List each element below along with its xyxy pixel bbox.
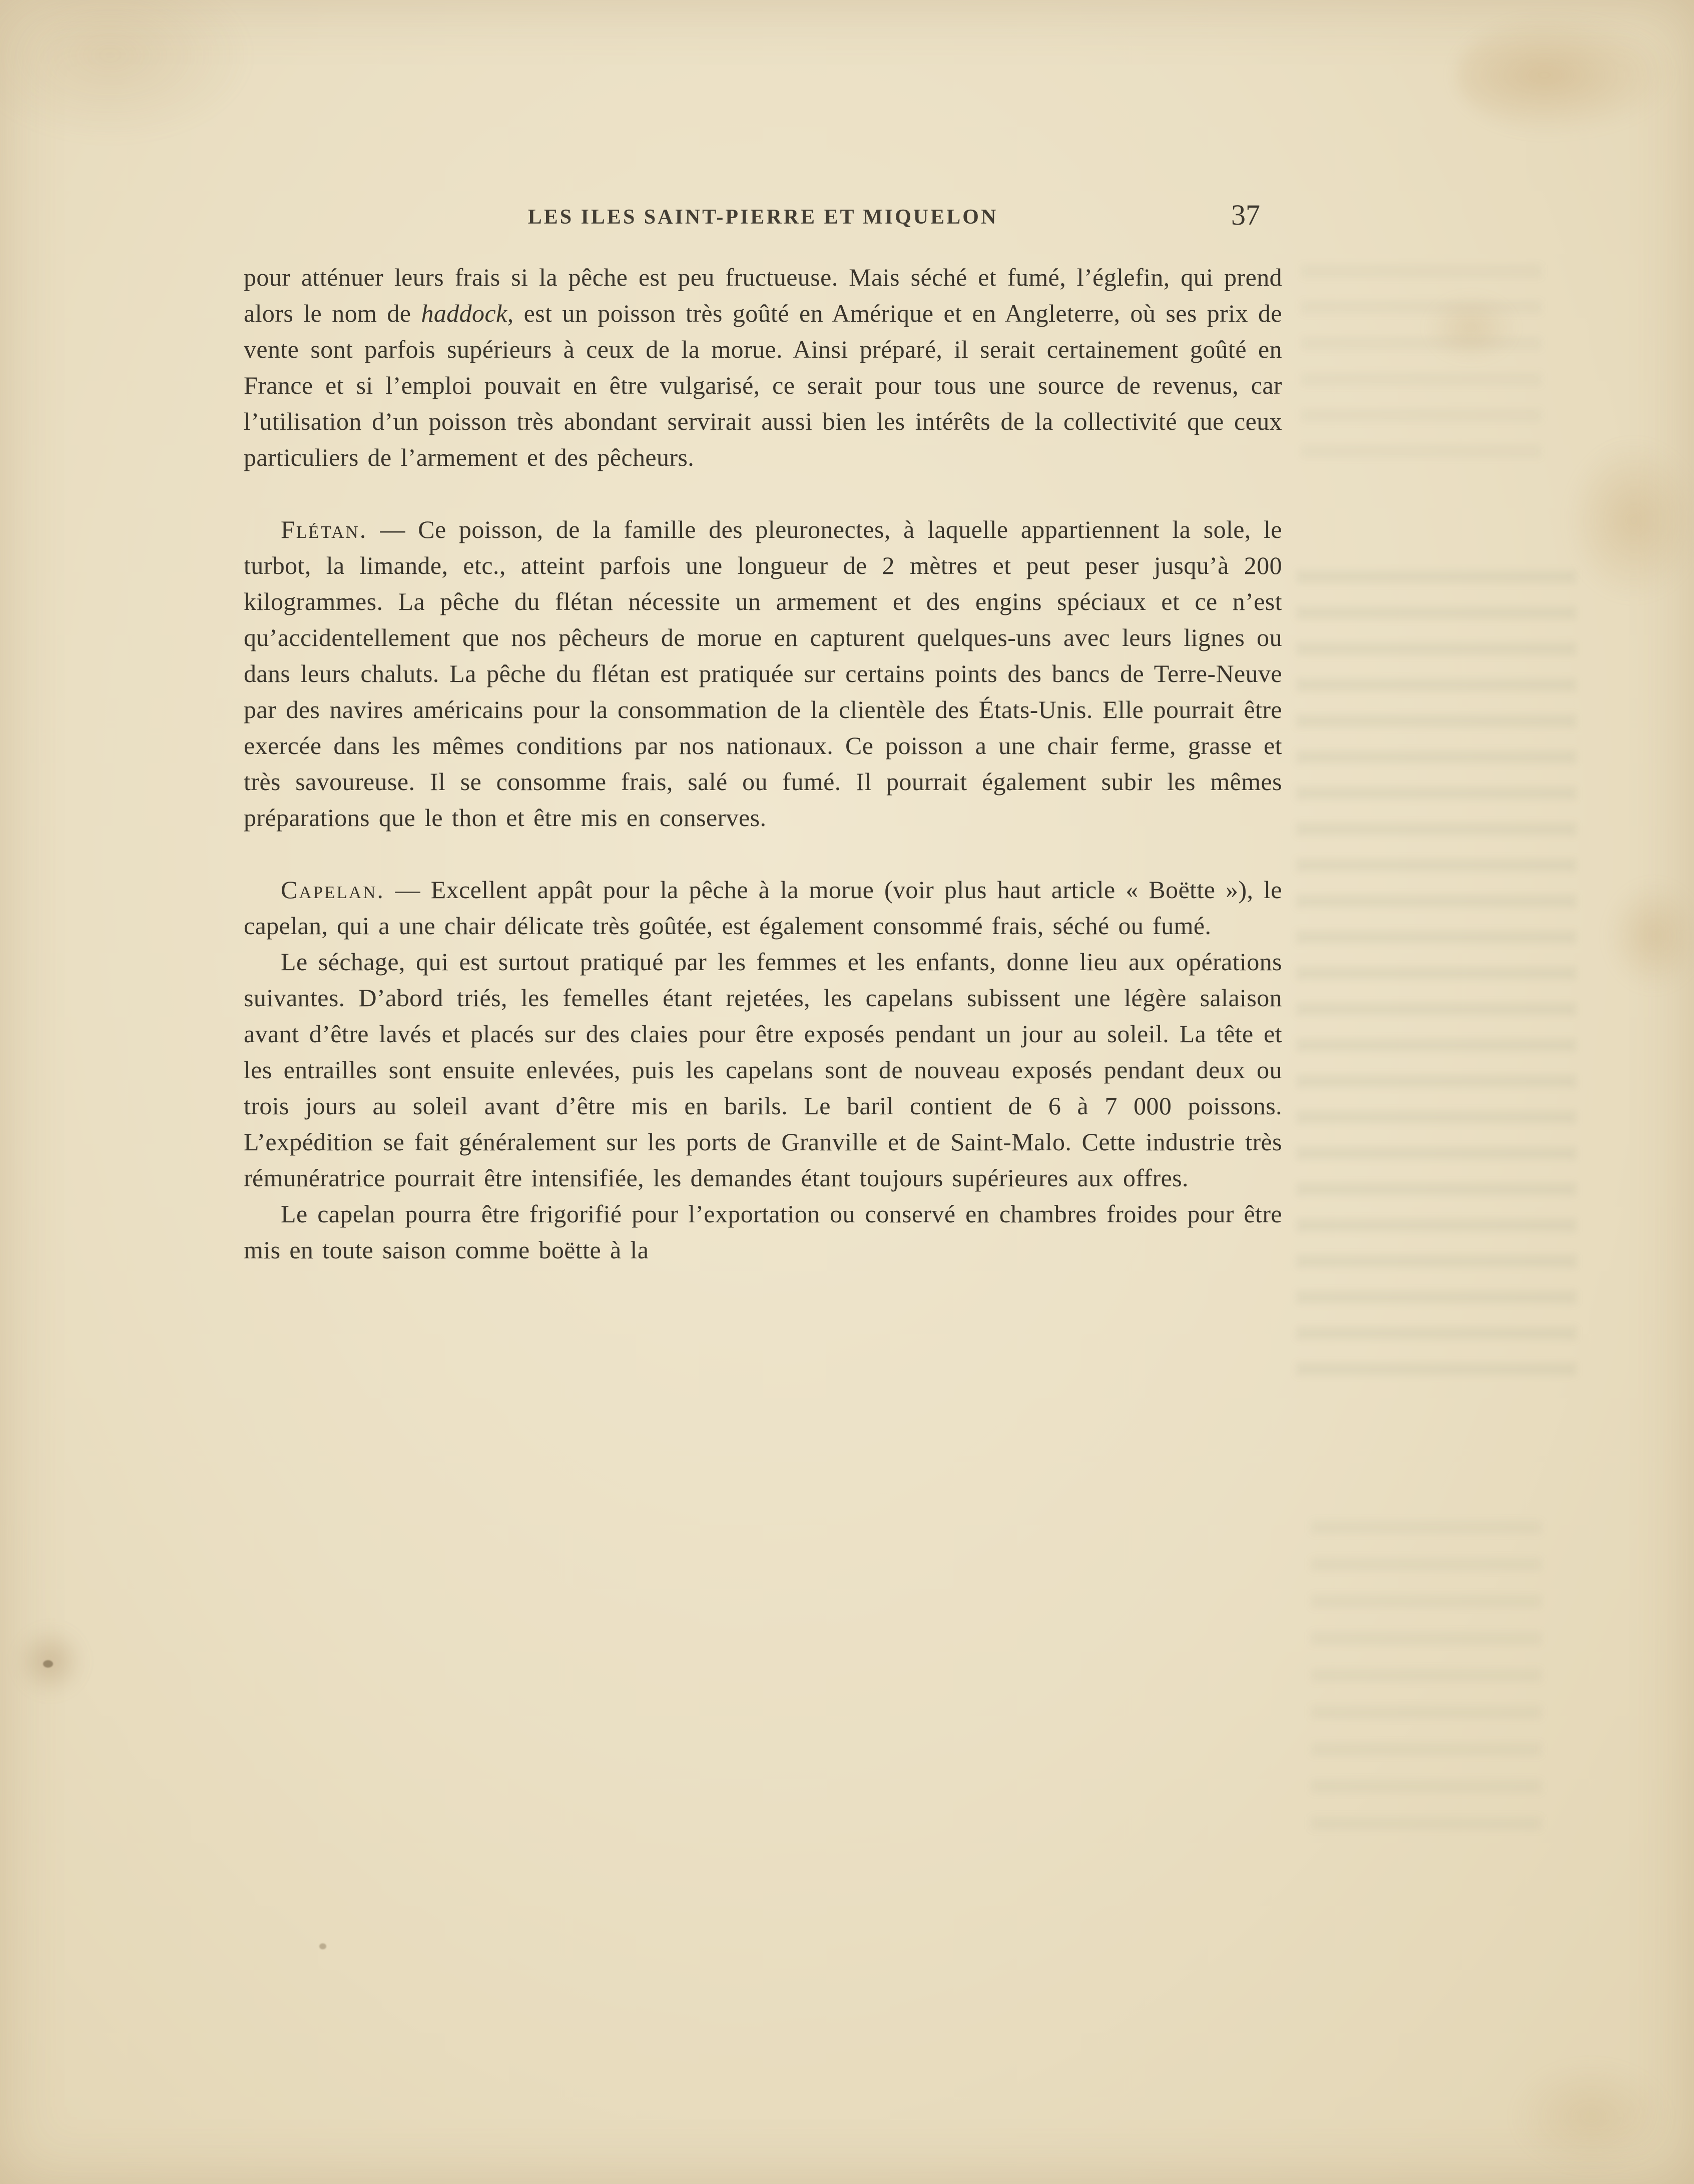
paper-stain <box>1426 295 1516 360</box>
paper-stain <box>1566 440 1694 600</box>
paper-stain <box>0 0 250 140</box>
text-block <box>244 200 1282 1268</box>
ink-speck <box>43 1660 53 1668</box>
paragraph-fletan: Flétan. — Ce poisson, de la famille des pleuronectes, à laquelle appartiennent la sole, le turbot, la limande, etc., atteint parfois une longueur de 2 mètres et peut peser jusqu’à 200 kilogrammes. La pêche du flétan nécessite un armement et des engins spéciaux et ce n’est qu’accidentellement que nos pêcheurs de morue en capturent quelques-uns avec leurs lignes ou dans leurs chaluts. La pêche du flétan est pratiquée sur certains points des bancs de Terre-Neuve par des navires américains pour la consommation de la clientèle des États-Unis. Elle pourrait être exercée dans les mêmes conditions par nos nationaux. Ce poisson a une chair ferme, grasse et très savoureuse. Il se consomme frais, salé ou fumé. Il pourrait également subir les mêmes préparations que le thon et être mis en conserves. <box>244 515 1282 832</box>
paragraph-sechage: Le séchage, qui est surtout pratiqué par les femmes et les enfants, donne lieu aux opérations suivantes. D’abord triés, les femelles étant rejetées, les capelans subissent une légère salaison avant d’être lavés et placés sur des claies pour être exposés pendant un jour au soleil. La tête et les entrailles sont ensuite enlevées, puis les capelans sont de nouveau exposés pendant deux ou trois jours au soleil avant d’être mis en barils. Le baril contient de 6 à 7 000 poissons. L’expédition se fait généralement sur les ports de Granville et de Saint-Malo. Cette industrie très rémunératrice pourrait être intensifiée, les demandes étant toujours supérieures aux offres. <box>244 948 1282 1192</box>
paper-stain <box>1511 2061 1671 2171</box>
show-through-text <box>1311 1521 1541 1831</box>
page-header <box>244 200 1282 235</box>
page-number: 37 <box>1231 199 1260 231</box>
paper-stain <box>1606 881 1694 991</box>
paragraph-haddock-continuation: pour atténuer leurs frais si la pêche est peu fructueuse. Mais séché et fumé, l’églefin, qui prend alors le nom de haddock, est un poisson très goûté en Amérique et en Angleterre, où ses prix de vente sont parfois supérieurs à ceux de la morue. Ainsi préparé, il serait certainement goûté en France et si l’emploi pouvait en être vulgarisé, ce serait pour tous une source de revenus, car l’utilisation d’un poisson très abondant servirait aussi bien les intérêts de la collectivité que ceux particuliers de l’armement et des pêcheurs. <box>244 263 1282 471</box>
ink-speck <box>319 1943 326 1949</box>
show-through-text <box>1301 265 1541 480</box>
paragraph-frigorifie: Le capelan pourra être frigorifié pour l’exportation ou conservé en chambres froides pour être mis en toute saison comme boëtte à la <box>244 1200 1282 1264</box>
show-through-text <box>1296 570 1576 1396</box>
paper-stain <box>1456 15 1676 135</box>
running-title: LES ILES SAINT-PIERRE ET MIQUELON <box>527 206 998 229</box>
paragraph-capelan: Capelan. — Excellent appât pour la pêche à la morue (voir plus haut article « Boëtte »), le capelan, qui a une chair délicate très goûtée, est également consommé frais, séché ou fumé. <box>244 876 1282 940</box>
paper-stain <box>15 1626 85 1696</box>
